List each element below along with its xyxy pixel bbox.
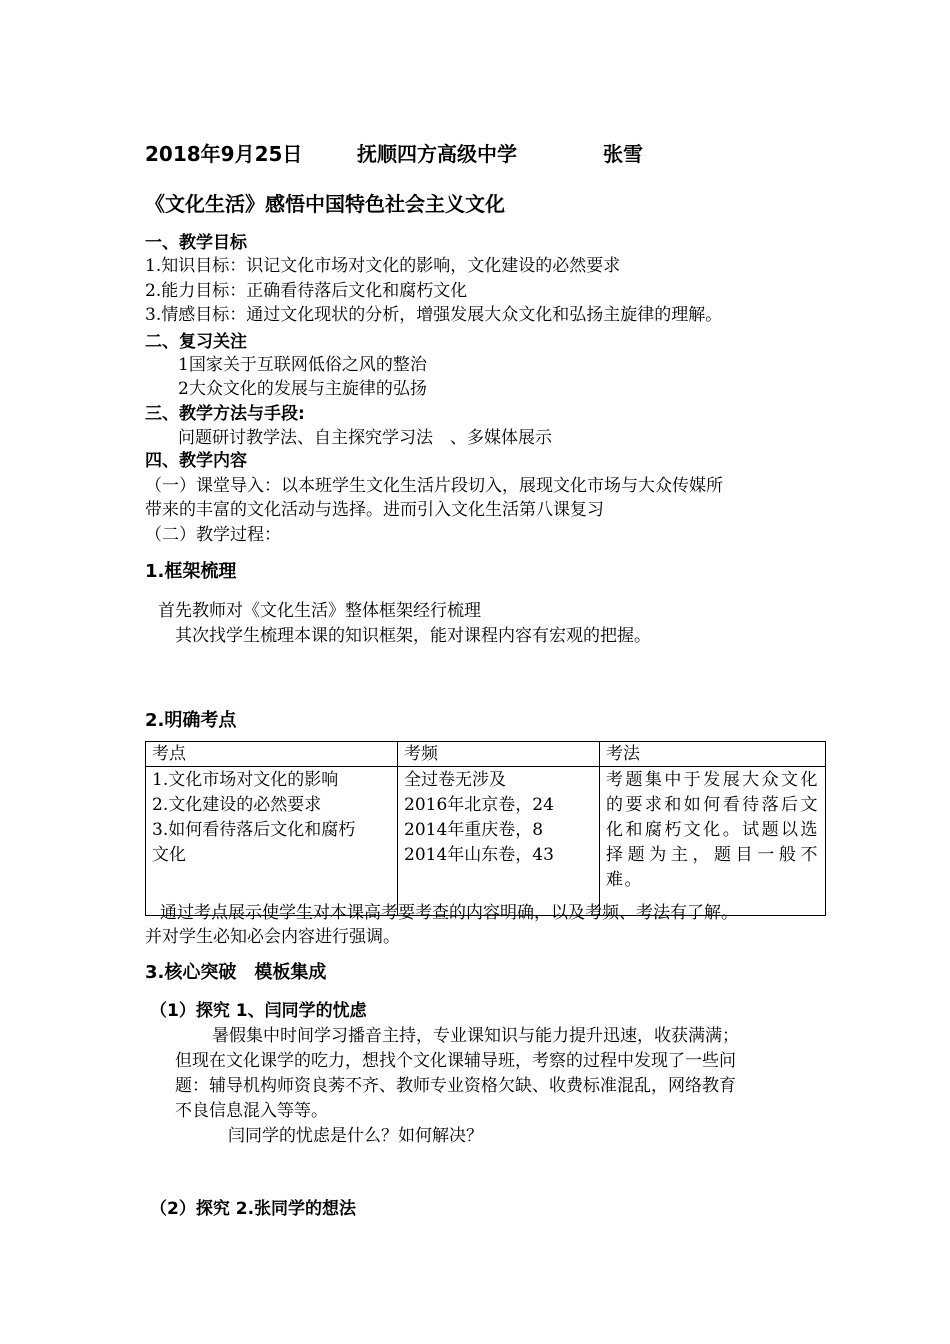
exam-frequency: 全过卷无涉及 [404,770,506,790]
exam-method-cell: 考题集中于发展大众文化的要求和如何看待落后文化和腐朽文化。试题以选择题为主，题目一般不难。 [600,767,826,916]
exam-note-line: 并对学生必知必会内容进行强调。 [145,927,400,947]
exam-points-table [145,741,826,916]
section-heading-methods: 三、教学方法与手段: [145,404,305,424]
inquiry-text-line: 暑假集中时间学习播音主持，专业课知识与能力提升迅速，收获满满； [212,1026,739,1046]
review-item: 2大众文化的发展与主旋律的弘扬 [178,379,427,399]
goal-item: 2.能力目标：正确看待落后文化和腐朽文化 [145,281,468,301]
table-header-cell: 考点 [146,742,398,767]
exam-frequency-cell [398,767,600,916]
inquiry-title: （2）探究 2.张同学的想法 [150,1199,357,1219]
exam-point: 2.文化建设的必然要求 [152,795,322,815]
section-heading-content: 四、教学内容 [145,451,247,471]
part-heading-framework: 1.框架梳理 [145,561,237,582]
lesson-title: 《文化生活》感悟中国特色社会主义文化 [145,192,505,216]
header-teacher: 张雪 [603,142,643,166]
intro-line: 带来的丰富的文化活动与选择。进而引入文化生活第八课复习 [145,500,604,520]
table-header-cell: 考法 [600,742,826,767]
inquiry-question: 闫同学的忧虑是什么？如何解决？ [228,1126,483,1146]
exam-frequency: 2014年山东卷，43 [404,845,554,865]
methods-text: 问题研讨教学法、自主探究学习法 、多媒体展示 [178,428,552,448]
goal-item: 3.情感目标：通过文化现状的分析，增强发展大众文化和弘扬主旋律的理解。 [145,305,723,325]
exam-points-cell [146,767,398,916]
exam-frequency: 2016年北京卷，24 [404,795,554,815]
part-heading-exam-points: 2.明确考点 [145,710,237,731]
inquiry-text-line: 题：辅导机构师资良莠不齐、教师专业资格欠缺、收费标准混乱，网络教育 [175,1076,736,1096]
table-header-cell: 考频 [398,742,600,767]
exam-note-line: 通过考点展示使学生对本课高考要考查的内容明确，以及考频、考法有了解。 [160,903,738,923]
section-heading-goals: 一、教学目标 [145,233,247,253]
inquiry-text-line: 不良信息混入等等。 [175,1101,328,1121]
header-date: 2018年9月25日 [145,142,303,166]
process-label: （二）教学过程： [145,525,281,545]
exam-point: 1.文化市场对文化的影响 [152,770,339,790]
inquiry-text-line: 但现在文化课学的吃力，想找个文化课辅导班，考察的过程中发现了一些问 [175,1051,736,1071]
review-item: 1国家关于互联网低俗之风的整治 [178,355,427,375]
header-school: 抚顺四方高级中学 [357,142,517,166]
intro-line: （一）课堂导入：以本班学生文化生活片段切入，展现文化市场与大众传媒所 [145,476,723,496]
part-heading-core: 3.核心突破 模板集成 [145,962,327,983]
inquiry-title: （1）探究 1、闫同学的忧虑 [150,1001,367,1021]
exam-frequency: 2014年重庆卷，8 [404,820,544,840]
goal-item: 1.知识目标：识记文化市场对文化的影响，文化建设的必然要求 [145,256,621,276]
section-heading-review: 二、复习关注 [145,332,247,352]
framework-line: 其次找学生梳理本课的知识框架，能对课程内容有宏观的把握。 [175,626,651,646]
table-header-row [146,742,826,767]
table-row [146,767,826,916]
framework-line: 首先教师对《文化生活》整体框架经行梳理 [158,601,481,621]
exam-point: 文化 [152,845,186,865]
exam-point: 3.如何看待落后文化和腐朽 [152,820,356,840]
